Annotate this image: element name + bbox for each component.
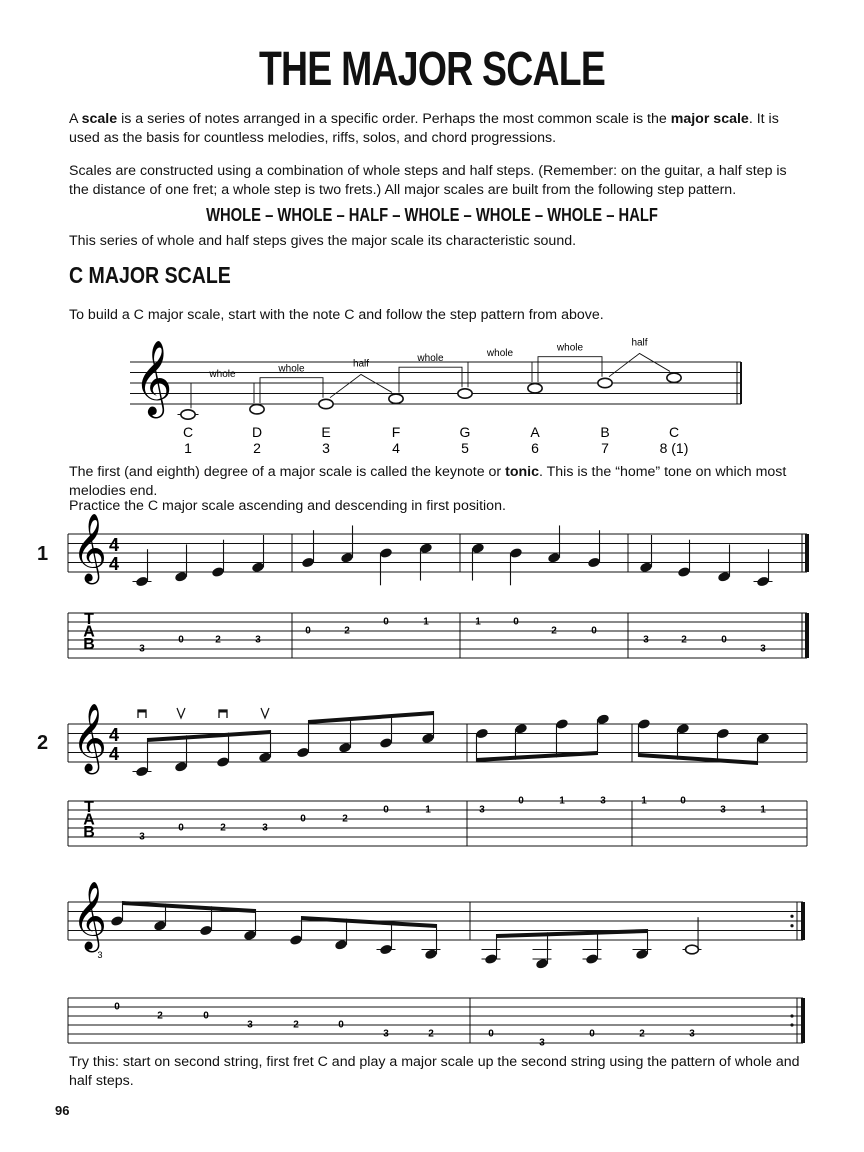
tab-clef-letter: A bbox=[83, 623, 95, 641]
note-head-fill bbox=[547, 552, 561, 564]
upstroke-icon bbox=[177, 708, 185, 718]
try-this-paragraph: Try this: start on second string, first fret C and play a major scale up the second string using the pattern of whole and half steps. bbox=[69, 1054, 800, 1089]
note-head-fill bbox=[258, 751, 272, 763]
scale-degree: 7 bbox=[601, 440, 609, 456]
tab-fret-number: 0 bbox=[513, 616, 519, 628]
note-head-fill bbox=[716, 728, 730, 740]
note-D4 bbox=[717, 571, 731, 583]
note-C5 bbox=[421, 732, 435, 744]
downstroke-icon bbox=[138, 710, 146, 713]
note-head-fill bbox=[289, 934, 303, 946]
note-head-fill bbox=[535, 958, 549, 970]
beam bbox=[309, 711, 434, 724]
step-label: half bbox=[631, 337, 648, 349]
note-E5 bbox=[514, 723, 528, 735]
tab-fret-number: 2 bbox=[342, 813, 348, 825]
whole-step-bracket bbox=[260, 378, 323, 403]
intro-paragraph: A scale is a series of notes arranged in a specific order. Perhaps the most common scale is the major scale. It is used as the basis for countless melodies, riffs, solos, and chord progressions. bbox=[69, 111, 779, 146]
note-E4 bbox=[289, 934, 303, 946]
half-step-bracket bbox=[330, 374, 392, 397]
treble-clef: 𝄞 bbox=[72, 883, 107, 949]
page-number: 96 bbox=[55, 1103, 70, 1118]
tab-fret-number: 3 bbox=[139, 831, 145, 843]
note-head-fill bbox=[514, 723, 528, 735]
fingering-mark: 3 bbox=[97, 950, 103, 960]
note-head-fill bbox=[635, 948, 649, 960]
tab-fret-number: 0 bbox=[114, 1001, 120, 1013]
step-label: half bbox=[352, 358, 370, 370]
repeat-dot bbox=[790, 1023, 793, 1026]
repeat-dot bbox=[790, 924, 793, 927]
scale-note-name: A bbox=[530, 424, 540, 440]
tab-fret-number: 1 bbox=[423, 616, 429, 628]
section-heading: C MAJOR SCALE bbox=[69, 262, 231, 288]
tab-fret-number: 0 bbox=[203, 1010, 209, 1022]
scale-note-1 bbox=[181, 410, 195, 419]
note-head-fill bbox=[379, 737, 393, 749]
note-F4 bbox=[243, 929, 257, 941]
note-E4 bbox=[677, 566, 691, 578]
tab-clef-letter: T bbox=[84, 798, 94, 816]
note-C4 bbox=[135, 576, 149, 588]
note-head-fill bbox=[424, 948, 438, 960]
steps-after-paragraph: This series of whole and half steps gives the major scale its characteristic sound. bbox=[69, 233, 577, 249]
scale-note-2 bbox=[250, 405, 264, 414]
note-head-fill bbox=[211, 566, 225, 578]
tab-fret-number: 2 bbox=[551, 625, 557, 637]
note-C4 bbox=[379, 944, 393, 956]
note-head-fill bbox=[596, 713, 610, 725]
downstroke-icon bbox=[219, 710, 227, 713]
tab-fret-number: 0 bbox=[383, 616, 389, 628]
note-head-fill bbox=[421, 732, 435, 744]
note-head-fill bbox=[585, 953, 599, 965]
tab-fret-number: 3 bbox=[139, 643, 145, 655]
note-head-open bbox=[389, 394, 403, 403]
note-G5 bbox=[596, 713, 610, 725]
step-label: whole bbox=[486, 347, 514, 359]
note-D5 bbox=[716, 728, 730, 740]
tab-fret-number: 0 bbox=[300, 813, 306, 825]
note-head-open bbox=[686, 945, 699, 954]
note-A3 bbox=[484, 953, 498, 965]
note-head-fill bbox=[484, 953, 498, 965]
note-head-open bbox=[528, 384, 542, 393]
note-head-fill bbox=[135, 576, 149, 588]
note-head-open bbox=[181, 410, 195, 419]
note-G4 bbox=[296, 747, 310, 759]
note-head-fill bbox=[153, 920, 167, 932]
beam bbox=[302, 916, 437, 928]
step-label: whole bbox=[278, 363, 305, 375]
note-G3 bbox=[535, 958, 549, 970]
practice-paragraph: Practice the C major scale ascending and descending in first position. bbox=[69, 498, 506, 514]
note-head-open bbox=[250, 405, 264, 414]
tab-clef-letter: B bbox=[83, 636, 95, 653]
time-signature-top: 4 bbox=[108, 535, 120, 556]
note-head-fill bbox=[334, 939, 348, 951]
tab-fret-number: 3 bbox=[383, 1028, 389, 1040]
note-C4 bbox=[686, 945, 699, 954]
treble-clef: 𝄞 bbox=[134, 340, 173, 414]
note-head-fill bbox=[296, 747, 310, 759]
repeat-dot bbox=[790, 1014, 793, 1017]
note-head-fill bbox=[756, 576, 770, 588]
note-head-fill bbox=[475, 728, 489, 740]
treble-clef: 𝄞 bbox=[72, 515, 107, 581]
note-A4 bbox=[340, 552, 354, 564]
tab-fret-number: 2 bbox=[344, 625, 350, 637]
time-signature-bottom: 4 bbox=[108, 554, 120, 575]
note-head-fill bbox=[637, 718, 651, 730]
note-head-fill bbox=[301, 557, 315, 569]
half-step-bracket bbox=[609, 353, 670, 376]
note-C4 bbox=[135, 766, 149, 778]
tab-fret-number: 0 bbox=[488, 1028, 494, 1040]
note-F4 bbox=[258, 751, 272, 763]
tab-fret-number: 1 bbox=[559, 795, 565, 807]
whole-step-bracket bbox=[399, 367, 462, 392]
scale-note-7 bbox=[598, 378, 612, 387]
note-G4 bbox=[587, 557, 601, 569]
note-head-fill bbox=[243, 929, 257, 941]
note-F5 bbox=[637, 718, 651, 730]
whole-step-bracket bbox=[538, 357, 602, 382]
tab-fret-number: 3 bbox=[720, 804, 726, 816]
tab-fret-number: 3 bbox=[247, 1019, 253, 1031]
tab-clef-letter: B bbox=[83, 824, 95, 841]
tonic-paragraph: The first (and eighth) degree of a major scale is called the keynote or tonic. This is the “home” tone on which most melodies end. bbox=[69, 464, 787, 499]
note-A4 bbox=[153, 920, 167, 932]
tab-fret-number: 0 bbox=[305, 625, 311, 637]
note-G4 bbox=[301, 557, 315, 569]
tab-fret-number: 0 bbox=[383, 804, 389, 816]
scale-note-name: F bbox=[391, 424, 401, 440]
tab-fret-number: 3 bbox=[760, 643, 766, 655]
note-D4 bbox=[174, 761, 188, 773]
step-pattern: WHOLE – WHOLE – HALF – WHOLE – WHOLE – WHOLE – HALF bbox=[206, 205, 658, 225]
note-head-open bbox=[319, 399, 333, 408]
tab-clef-letter: T bbox=[84, 610, 94, 628]
step-label: whole bbox=[556, 342, 584, 354]
note-head-fill bbox=[555, 718, 569, 730]
note-B4 bbox=[379, 737, 393, 749]
example-number-2: 2 bbox=[37, 732, 49, 754]
note-head-fill bbox=[756, 732, 770, 744]
scale-note-8 bbox=[667, 373, 681, 382]
note-E4 bbox=[216, 756, 230, 768]
tab-fret-number: 0 bbox=[589, 1028, 595, 1040]
scale-degree: 6 bbox=[531, 440, 539, 456]
build-paragraph: To build a C major scale, start with the note C and follow the step pattern from above. bbox=[69, 307, 604, 323]
note-A4 bbox=[547, 552, 561, 564]
note-head-fill bbox=[251, 561, 265, 573]
scale-degree: 3 bbox=[322, 440, 330, 456]
note-head-fill bbox=[717, 571, 731, 583]
note-C5 bbox=[471, 542, 485, 554]
tab-fret-number: 1 bbox=[425, 804, 431, 816]
note-head-fill bbox=[587, 557, 601, 569]
note-B4 bbox=[110, 915, 124, 927]
tab-fret-number: 0 bbox=[338, 1019, 344, 1031]
tab-fret-number: 3 bbox=[539, 1037, 545, 1049]
tab-fret-number: 3 bbox=[255, 634, 261, 646]
note-head-fill bbox=[340, 552, 354, 564]
scale-note-4 bbox=[389, 394, 403, 403]
step-label: whole bbox=[417, 353, 444, 365]
tab-fret-number: 2 bbox=[681, 634, 687, 646]
scale-note-name: B bbox=[600, 424, 610, 440]
tab-fret-number: 2 bbox=[157, 1010, 163, 1022]
upstroke-icon bbox=[261, 708, 269, 718]
scale-degree: 2 bbox=[253, 440, 261, 456]
tab-fret-number: 1 bbox=[475, 616, 481, 628]
tab-fret-number: 0 bbox=[518, 795, 524, 807]
note-head-fill bbox=[419, 542, 433, 554]
note-D5 bbox=[475, 728, 489, 740]
note-C4 bbox=[756, 576, 770, 588]
tab-fret-number: 0 bbox=[591, 625, 597, 637]
steps-paragraph: Scales are constructed using a combination of whole steps and half steps. (Remember: on the guitar, a half step is the distance of one fret; a whole step is two frets.) All major scales are built from the following step pattern. bbox=[69, 163, 787, 198]
beam bbox=[638, 753, 757, 765]
note-head-fill bbox=[174, 571, 188, 583]
tab-fret-number: 1 bbox=[641, 795, 647, 807]
scale-degree: 1 bbox=[184, 440, 192, 456]
scale-note-name: C bbox=[668, 424, 680, 440]
scale-note-name: E bbox=[321, 424, 331, 440]
tab-fret-number: 3 bbox=[600, 795, 606, 807]
note-F4 bbox=[251, 561, 265, 573]
scale-note-name: C bbox=[182, 424, 194, 440]
note-head-fill bbox=[676, 723, 690, 735]
note-B3 bbox=[424, 948, 438, 960]
note-head-fill bbox=[379, 547, 393, 559]
tab-fret-number: 0 bbox=[680, 795, 686, 807]
note-F4 bbox=[639, 561, 653, 573]
tab-fret-number: 0 bbox=[178, 634, 184, 646]
note-head-fill bbox=[379, 944, 393, 956]
tab-fret-number: 3 bbox=[643, 634, 649, 646]
scale-note-5 bbox=[458, 389, 472, 398]
beam bbox=[148, 730, 271, 742]
note-head-fill bbox=[677, 566, 691, 578]
scale-note-6 bbox=[528, 384, 542, 393]
note-head-fill bbox=[174, 761, 188, 773]
scale-note-3 bbox=[319, 399, 333, 408]
tab-fret-number: 2 bbox=[639, 1028, 645, 1040]
treble-clef: 𝄞 bbox=[72, 705, 107, 771]
tab-fret-number: 2 bbox=[220, 822, 226, 834]
scale-note-name: G bbox=[459, 424, 471, 440]
repeat-dot bbox=[790, 915, 793, 918]
note-head-open bbox=[667, 373, 681, 382]
note-B4 bbox=[509, 547, 523, 559]
tab-fret-number: 3 bbox=[689, 1028, 695, 1040]
note-head-fill bbox=[110, 915, 124, 927]
note-head-open bbox=[458, 389, 472, 398]
note-B3 bbox=[635, 948, 649, 960]
tab-fret-number: 0 bbox=[178, 822, 184, 834]
time-signature-top: 4 bbox=[108, 725, 120, 746]
note-A4 bbox=[338, 742, 352, 754]
note-E5 bbox=[676, 723, 690, 735]
step-label: whole bbox=[209, 368, 236, 380]
scale-degree: 4 bbox=[392, 440, 400, 456]
time-signature-bottom: 4 bbox=[108, 744, 120, 765]
scale-note-name: D bbox=[251, 424, 263, 440]
tab-fret-number: 0 bbox=[721, 634, 727, 646]
note-D4 bbox=[174, 571, 188, 583]
example-number-1: 1 bbox=[37, 543, 49, 565]
tab-fret-number: 3 bbox=[262, 822, 268, 834]
note-head-fill bbox=[639, 561, 653, 573]
tab-fret-number: 2 bbox=[428, 1028, 434, 1040]
note-head-fill bbox=[216, 756, 230, 768]
tab-fret-number: 1 bbox=[760, 804, 766, 816]
note-F5 bbox=[555, 718, 569, 730]
note-head-fill bbox=[135, 766, 149, 778]
note-head-fill bbox=[338, 742, 352, 754]
note-A3 bbox=[585, 953, 599, 965]
page-title: THE MAJOR SCALE bbox=[258, 43, 606, 96]
tab-fret-number: 3 bbox=[479, 804, 485, 816]
tab-fret-number: 2 bbox=[215, 634, 221, 646]
note-E4 bbox=[211, 566, 225, 578]
scale-degree: 5 bbox=[461, 440, 469, 456]
note-head-fill bbox=[471, 542, 485, 554]
note-C5 bbox=[419, 542, 433, 554]
note-head-fill bbox=[509, 547, 523, 559]
note-head-open bbox=[598, 378, 612, 387]
tab-fret-number: 2 bbox=[293, 1019, 299, 1031]
note-B4 bbox=[379, 547, 393, 559]
scale-degree: 8 (1) bbox=[659, 440, 689, 456]
note-head-fill bbox=[199, 925, 213, 937]
tab-clef-letter: A bbox=[83, 811, 95, 829]
note-G4 bbox=[199, 925, 213, 937]
note-D4 bbox=[334, 939, 348, 951]
note-C5 bbox=[756, 732, 770, 744]
